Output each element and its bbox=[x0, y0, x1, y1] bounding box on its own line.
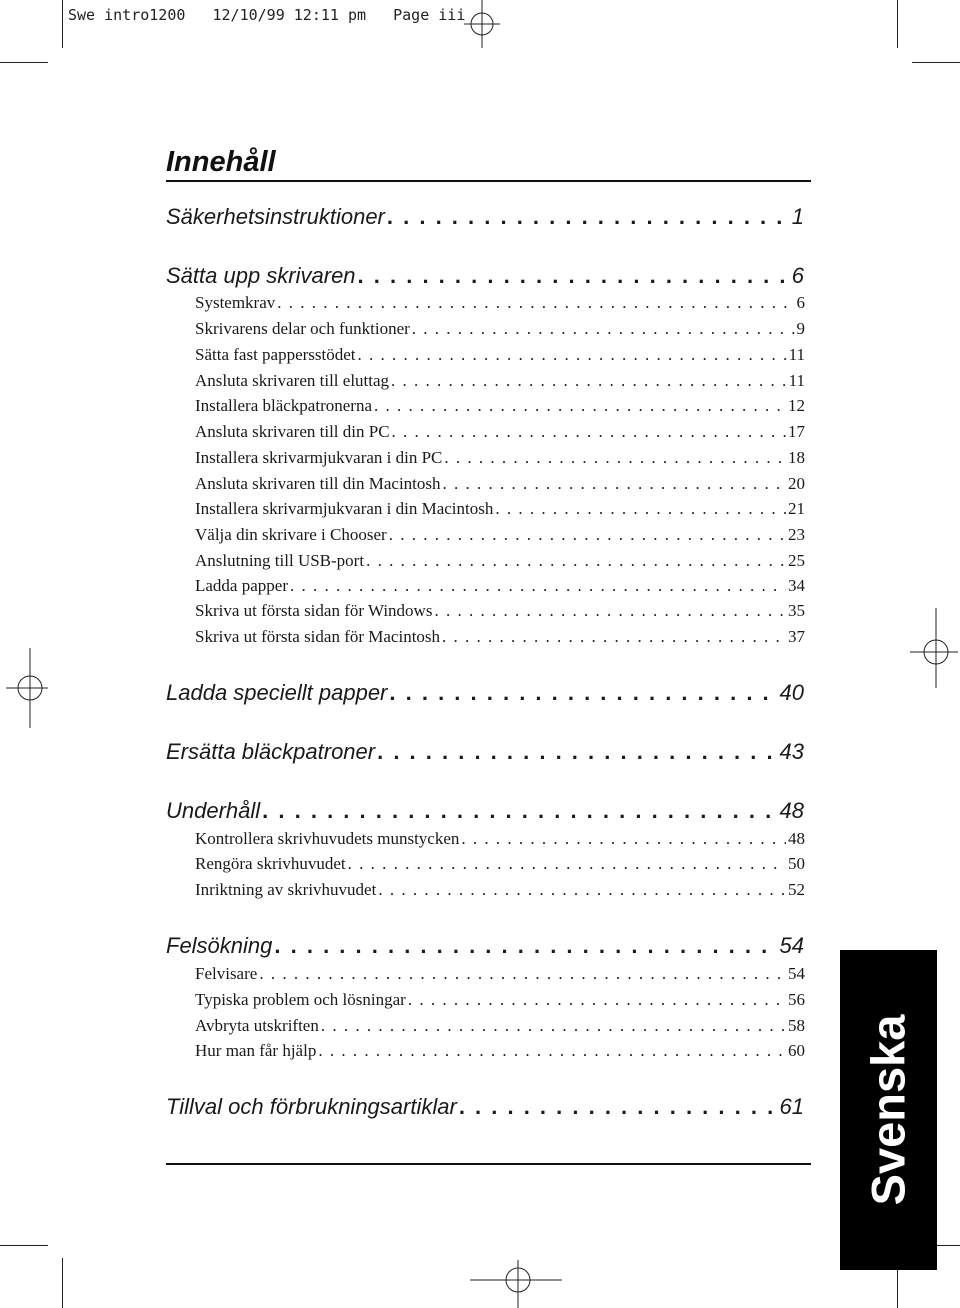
toc-entry-text: Skriva ut första sidan för Macintosh bbox=[195, 627, 441, 646]
dot-leader bbox=[259, 964, 786, 984]
toc-page-number: 48 bbox=[779, 798, 804, 823]
toc-section bbox=[195, 396, 805, 416]
dot-leader bbox=[459, 1094, 778, 1120]
crop-mark bbox=[897, 0, 898, 48]
toc-section bbox=[195, 551, 805, 571]
toc-page-number: 6 bbox=[796, 293, 805, 312]
dot-leader bbox=[358, 263, 790, 289]
toc-chapter bbox=[166, 263, 804, 289]
toc-page-number: 12 bbox=[788, 396, 805, 415]
toc-section bbox=[195, 1041, 805, 1061]
toc-section bbox=[195, 576, 805, 596]
dot-leader bbox=[378, 880, 786, 900]
dot-leader bbox=[412, 319, 795, 339]
toc-page-number: 34 bbox=[788, 576, 805, 595]
crop-mark bbox=[62, 1258, 63, 1308]
dot-leader bbox=[443, 474, 786, 494]
toc-page-number: 9 bbox=[796, 319, 805, 338]
dot-leader bbox=[434, 601, 786, 621]
toc-entry-text: Hur man får hjälp bbox=[195, 1041, 317, 1060]
toc-entry-text: Välja din skrivare i Chooser bbox=[195, 525, 387, 544]
toc-section bbox=[195, 854, 805, 874]
toc-entry-text: Underhåll bbox=[166, 798, 261, 823]
dot-leader bbox=[348, 854, 786, 874]
registration-mark-right bbox=[910, 608, 960, 688]
toc-section bbox=[195, 525, 805, 545]
dot-leader bbox=[408, 990, 786, 1010]
dot-leader bbox=[495, 499, 786, 519]
toc-entry-text: Felvisare bbox=[195, 964, 258, 983]
toc-page-number: 40 bbox=[779, 680, 804, 705]
dot-leader bbox=[358, 345, 787, 365]
toc-entry-text: Ladda papper bbox=[195, 576, 288, 595]
registration-mark-bottom bbox=[462, 1250, 562, 1308]
dot-leader bbox=[377, 739, 777, 765]
toc-entry-text: Ansluta skrivaren till eluttag bbox=[195, 371, 390, 390]
dot-leader bbox=[274, 933, 777, 959]
toc-entry-text: Ansluta skrivaren till din Macintosh bbox=[195, 474, 441, 493]
toc-page-number: 20 bbox=[788, 474, 805, 493]
toc-page-number: 21 bbox=[788, 499, 805, 518]
toc-entry-text: Systemkrav bbox=[195, 293, 276, 312]
dot-leader bbox=[391, 371, 787, 391]
dot-leader bbox=[461, 829, 786, 849]
toc-page-number: 58 bbox=[788, 1016, 805, 1035]
toc-page-number: 11 bbox=[788, 371, 805, 390]
toc-page-number: 54 bbox=[788, 964, 805, 983]
title-rule bbox=[166, 180, 811, 182]
toc-page-number: 50 bbox=[788, 854, 805, 873]
toc-page-number: 18 bbox=[788, 448, 805, 467]
toc-section bbox=[195, 474, 805, 494]
toc-section bbox=[195, 627, 805, 647]
toc-page-number: 35 bbox=[788, 601, 805, 620]
toc-entry-text: Ersätta bläckpatroner bbox=[166, 739, 376, 764]
toc-chapter bbox=[166, 680, 804, 706]
toc-entry-text: Skriva ut första sidan för Windows bbox=[195, 601, 433, 620]
dot-leader bbox=[389, 525, 786, 545]
crop-mark bbox=[62, 0, 63, 48]
toc-chapter bbox=[166, 1094, 804, 1120]
toc-section bbox=[195, 964, 805, 984]
bottom-rule bbox=[166, 1163, 811, 1165]
toc-section bbox=[195, 345, 805, 365]
dot-leader bbox=[262, 798, 777, 824]
toc-page-number: 6 bbox=[791, 263, 804, 288]
toc-entry-text: Sätta upp skrivaren bbox=[166, 263, 356, 288]
toc-page-number: 56 bbox=[788, 990, 805, 1009]
language-tab bbox=[840, 950, 937, 1270]
toc-page-number: 54 bbox=[779, 933, 804, 958]
toc-section bbox=[195, 422, 805, 442]
toc-entry-text: Installera bläckpatronerna bbox=[195, 396, 372, 415]
toc-entry-text: Installera skrivarmjukvaran i din Macintosh bbox=[195, 499, 494, 518]
dot-leader bbox=[387, 204, 790, 230]
toc-page-number: 60 bbox=[788, 1041, 805, 1060]
toc-section bbox=[195, 448, 805, 468]
toc-page-number: 48 bbox=[788, 829, 805, 848]
toc-entry-text: Tillval och förbrukningsartiklar bbox=[166, 1094, 457, 1119]
toc-chapter bbox=[166, 204, 804, 230]
toc-chapter bbox=[166, 933, 804, 959]
toc-page-number: 1 bbox=[791, 204, 804, 229]
toc-section bbox=[195, 829, 805, 849]
toc-section bbox=[195, 880, 805, 900]
toc-section bbox=[195, 1016, 805, 1036]
crop-mark bbox=[0, 1245, 48, 1246]
dot-leader bbox=[318, 1041, 786, 1061]
toc-page-number: 37 bbox=[788, 627, 805, 646]
toc-section bbox=[195, 371, 805, 391]
dot-leader bbox=[321, 1016, 786, 1036]
dot-leader bbox=[374, 396, 786, 416]
toc-entry-text: Ansluta skrivaren till din PC bbox=[195, 422, 390, 441]
toc-page-number: 61 bbox=[779, 1094, 804, 1119]
dot-leader bbox=[442, 627, 786, 647]
toc-section bbox=[195, 499, 805, 519]
toc-entry-text: Skrivarens delar och funktioner bbox=[195, 319, 410, 338]
dot-leader bbox=[392, 422, 786, 442]
toc-page-number: 52 bbox=[788, 880, 805, 899]
toc-page-number: 43 bbox=[779, 739, 804, 764]
toc-section bbox=[195, 990, 805, 1010]
dot-leader bbox=[290, 576, 786, 596]
dot-leader bbox=[444, 448, 786, 468]
toc-page-number: 25 bbox=[788, 551, 805, 570]
dot-leader bbox=[277, 293, 794, 313]
dot-leader bbox=[366, 551, 786, 571]
page-title: Innehåll bbox=[166, 146, 276, 178]
toc-entry-text: Sätta fast pappersstödet bbox=[195, 345, 356, 364]
toc-page-number: 17 bbox=[788, 422, 805, 441]
toc-chapter bbox=[166, 739, 804, 765]
crop-mark bbox=[912, 62, 960, 63]
toc-entry-text: Säkerhetsinstruktioner bbox=[166, 204, 385, 229]
toc-page-number: 11 bbox=[788, 345, 805, 364]
toc-section bbox=[195, 319, 805, 339]
toc-page-number: 23 bbox=[788, 525, 805, 544]
toc-entry-text: Inriktning av skrivhuvudet bbox=[195, 880, 377, 899]
toc-entry-text: Kontrollera skrivhuvudets munstycken bbox=[195, 829, 460, 848]
toc-entry-text: Installera skrivarmjukvaran i din PC bbox=[195, 448, 443, 467]
toc-entry-text: Typiska problem och lösningar bbox=[195, 990, 406, 1009]
print-slug: Swe intro1200 12/10/99 12:11 pm Page iii bbox=[68, 6, 466, 24]
registration-mark-left bbox=[0, 648, 48, 728]
toc-entry-text: Felsökning bbox=[166, 933, 273, 958]
toc-section bbox=[195, 293, 805, 313]
dot-leader bbox=[389, 680, 777, 706]
toc-chapter bbox=[166, 798, 804, 824]
crop-mark bbox=[0, 62, 48, 63]
registration-mark-top bbox=[462, 0, 502, 62]
toc-entry-text: Anslutning till USB-port bbox=[195, 551, 365, 570]
toc-entry-text: Rengöra skrivhuvudet bbox=[195, 854, 346, 873]
toc-section bbox=[195, 601, 805, 621]
toc-entry-text: Ladda speciellt papper bbox=[166, 680, 388, 705]
language-tab-label: Svenska bbox=[861, 1014, 915, 1206]
toc-entry-text: Avbryta utskriften bbox=[195, 1016, 319, 1035]
